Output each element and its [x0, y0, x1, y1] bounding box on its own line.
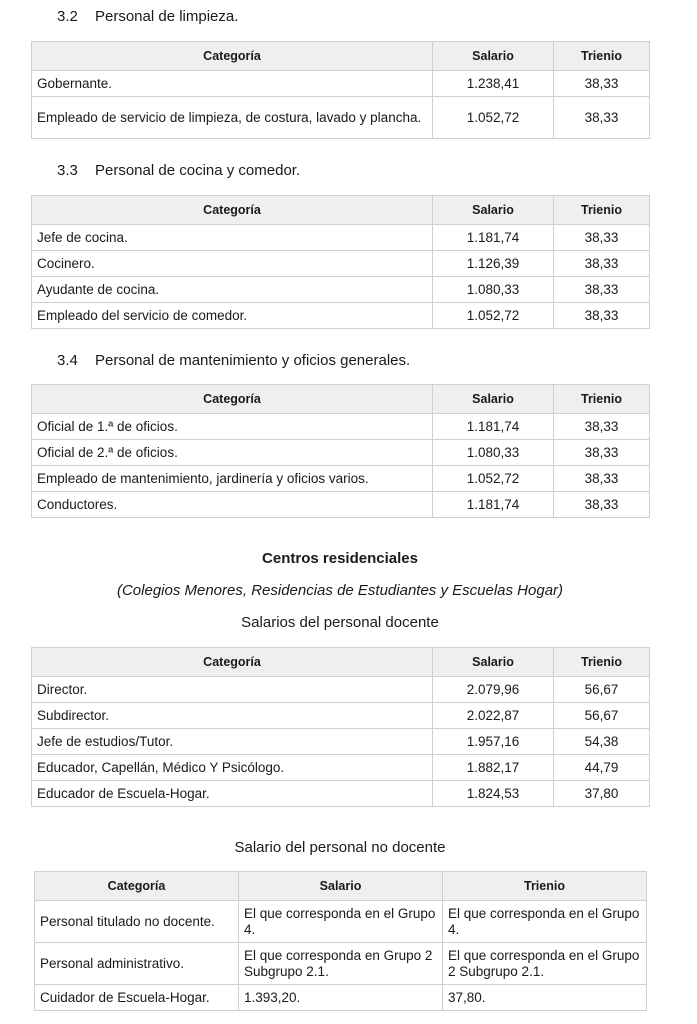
table-row [32, 251, 650, 277]
header-trienio: Trienio [554, 42, 650, 71]
table-header-row [32, 385, 650, 414]
cell-trienio: 38,33 [554, 303, 650, 329]
table-limpieza [31, 41, 650, 139]
cell-trienio: 38,33 [554, 71, 650, 97]
header-trienio: Trienio [554, 196, 650, 225]
section-heading-limpieza [57, 8, 238, 25]
section-number: 3.3 [57, 162, 78, 179]
cell-categoria: Personal administrativo. [35, 943, 239, 985]
cell-categoria: Gobernante. [32, 71, 433, 97]
cell-trienio: 56,67 [554, 677, 650, 703]
cell-trienio: 44,79 [554, 755, 650, 781]
table-row [32, 97, 650, 139]
table-row [35, 943, 647, 985]
cell-salario: 1.238,41 [433, 71, 554, 97]
cell-trienio: 38,33 [554, 277, 650, 303]
section-heading-mantenimiento [57, 352, 410, 369]
cell-categoria: Director. [32, 677, 433, 703]
table-row [32, 729, 650, 755]
cell-salario: 2.079,96 [433, 677, 554, 703]
cell-salario: El que corresponda en el Grupo 4. [239, 901, 443, 943]
cell-salario: El que corresponda en Grupo 2 Subgrupo 2.1. [239, 943, 443, 985]
table-cocina [31, 195, 650, 329]
cell-trienio: 38,33 [554, 97, 650, 139]
cell-trienio: 54,38 [554, 729, 650, 755]
cell-salario: 1.824,53 [433, 781, 554, 807]
header-salario: Salario [433, 648, 554, 677]
cell-categoria: Personal titulado no docente. [35, 901, 239, 943]
section-title: Personal de cocina y comedor. [95, 162, 301, 179]
table-row [32, 71, 650, 97]
cell-salario: 1.080,33 [433, 277, 554, 303]
cell-salario: 1.181,74 [433, 414, 554, 440]
header-categoria: Categoría [32, 196, 433, 225]
cell-salario: 1.882,17 [433, 755, 554, 781]
cell-salario: 1.393,20. [239, 985, 443, 1011]
cell-salario: 1.052,72 [433, 97, 554, 139]
cell-salario: 1.181,74 [433, 225, 554, 251]
cell-categoria: Empleado de mantenimiento, jardinería y oficios varios. [32, 466, 433, 492]
table-mantenimiento [31, 384, 650, 518]
table-header-row [35, 872, 647, 901]
section-heading-cocina [57, 162, 300, 179]
cell-categoria: Ayudante de cocina. [32, 277, 433, 303]
table-row [32, 414, 650, 440]
cell-salario: 1.126,39 [433, 251, 554, 277]
section-title: Personal de limpieza. [95, 8, 239, 25]
table-row [32, 781, 650, 807]
cell-categoria: Empleado del servicio de comedor. [32, 303, 433, 329]
header-trienio: Trienio [554, 385, 650, 414]
cell-salario: 1.052,72 [433, 303, 554, 329]
table-row [32, 703, 650, 729]
cell-categoria: Conductores. [32, 492, 433, 518]
cell-trienio: 38,33 [554, 492, 650, 518]
header-salario: Salario [433, 42, 554, 71]
header-categoria: Categoría [35, 872, 239, 901]
cell-trienio: 56,67 [554, 703, 650, 729]
cell-categoria: Jefe de cocina. [32, 225, 433, 251]
section-title: Personal de mantenimiento y oficios generales. [95, 352, 411, 369]
table-row [32, 492, 650, 518]
cell-salario: 2.022,87 [433, 703, 554, 729]
header-salario: Salario [433, 196, 554, 225]
cell-salario: 1.957,16 [433, 729, 554, 755]
header-salario: Salario [239, 872, 443, 901]
table-row [32, 677, 650, 703]
header-categoria: Categoría [32, 42, 433, 71]
table-row [32, 440, 650, 466]
cell-salario: 1.181,74 [433, 492, 554, 518]
table-row [32, 277, 650, 303]
table-row [32, 466, 650, 492]
cell-salario: 1.080,33 [433, 440, 554, 466]
cell-categoria: Jefe de estudios/Tutor. [32, 729, 433, 755]
cell-trienio: 38,33 [554, 414, 650, 440]
cell-trienio: 38,33 [554, 440, 650, 466]
cell-categoria: Empleado de servicio de limpieza, de costura, lavado y plancha. [32, 97, 433, 139]
residenciales-subtitle: (Colegios Menores, Residencias de Estudiantes y Escuelas Hogar) [116, 582, 564, 599]
cell-categoria: Cocinero. [32, 251, 433, 277]
cell-categoria: Educador de Escuela-Hogar. [32, 781, 433, 807]
section-number: 3.2 [57, 8, 78, 25]
cell-trienio: 38,33 [554, 225, 650, 251]
cell-trienio: El que corresponda en el Grupo 2 Subgrupo 2.1. [443, 943, 647, 985]
table-docente [31, 647, 650, 807]
cell-trienio: 37,80. [443, 985, 647, 1011]
table-header-row [32, 196, 650, 225]
cell-categoria: Educador, Capellán, Médico Y Psicólogo. [32, 755, 433, 781]
header-salario: Salario [433, 385, 554, 414]
table-row [32, 303, 650, 329]
cell-salario: 1.052,72 [433, 466, 554, 492]
docente-title: Salarios del personal docente [241, 614, 439, 631]
table-row [35, 901, 647, 943]
table-no-docente [34, 871, 647, 1011]
table-row [35, 985, 647, 1011]
table-row [32, 755, 650, 781]
cell-trienio: 38,33 [554, 251, 650, 277]
cell-categoria: Oficial de 1.ª de oficios. [32, 414, 433, 440]
table-row [32, 225, 650, 251]
header-trienio: Trienio [443, 872, 647, 901]
header-categoria: Categoría [32, 648, 433, 677]
cell-categoria: Subdirector. [32, 703, 433, 729]
cell-trienio: 38,33 [554, 466, 650, 492]
table-header-row [32, 648, 650, 677]
cell-categoria: Oficial de 2.ª de oficios. [32, 440, 433, 466]
section-number: 3.4 [57, 352, 78, 369]
no-docente-title: Salario del personal no docente [234, 839, 446, 856]
header-trienio: Trienio [554, 648, 650, 677]
header-categoria: Categoría [32, 385, 433, 414]
cell-trienio: 37,80 [554, 781, 650, 807]
cell-categoria: Cuidador de Escuela-Hogar. [35, 985, 239, 1011]
cell-trienio: El que corresponda en el Grupo 4. [443, 901, 647, 943]
table-header-row [32, 42, 650, 71]
residenciales-title: Centros residenciales [262, 550, 418, 567]
